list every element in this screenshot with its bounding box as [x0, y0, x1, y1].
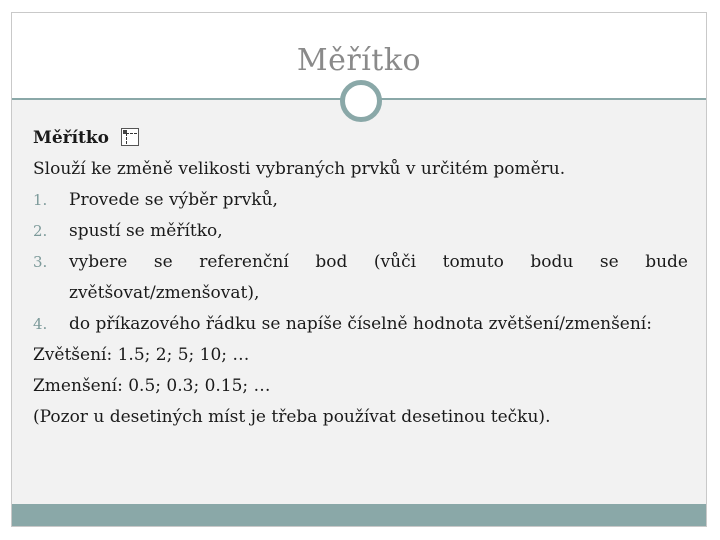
shrink-values: Zmenšení: 0.5; 0.3; 0.15; …: [33, 376, 271, 396]
heading-line: [33, 123, 688, 154]
word: (vůči: [373, 252, 417, 272]
decimal-note: (Pozor u desetiných míst je třeba používat desetinou tečku).: [33, 407, 551, 427]
list-number: 3.: [33, 253, 48, 271]
slide: [11, 12, 707, 527]
word: se: [599, 252, 619, 272]
list-item: [33, 309, 688, 340]
list-number: 1.: [33, 191, 48, 209]
intro-text: Slouží ke změně velikosti vybraných prvků v určitém poměru.: [33, 159, 566, 179]
content-heading: Měřítko: [33, 128, 110, 148]
list-text: spustí se měřítko,: [69, 221, 223, 241]
scale-icon: [121, 128, 139, 146]
bottom-bar: [12, 504, 706, 526]
slide-content: [33, 123, 688, 433]
word: bodu: [530, 252, 574, 272]
word: bude: [645, 252, 688, 272]
justified-line: [69, 247, 688, 278]
word: se: [153, 252, 173, 272]
steps-list: [33, 185, 688, 340]
list-item: [33, 185, 688, 216]
list-text: [69, 247, 688, 309]
list-text: Provede se výběr prvků,: [69, 190, 278, 210]
list-number: 2.: [33, 222, 48, 240]
list-number: 4.: [33, 315, 48, 333]
enlarge-values: Zvětšení: 1.5; 2; 5; 10; …: [33, 345, 250, 365]
list-item: [33, 247, 688, 309]
slide-title: Měřítko: [296, 43, 422, 78]
word: vybere: [69, 252, 128, 272]
list-text-continuation: zvětšovat/zmenšovat),: [69, 283, 260, 303]
list-text: do příkazového řádku se napíše číselně hodnota zvětšení/zmenšení:: [69, 314, 652, 334]
word: referenční: [199, 252, 289, 272]
divider-circle-ornament: [340, 80, 382, 122]
word: tomuto: [442, 252, 504, 272]
word: bod: [315, 252, 348, 272]
list-item: [33, 216, 688, 247]
